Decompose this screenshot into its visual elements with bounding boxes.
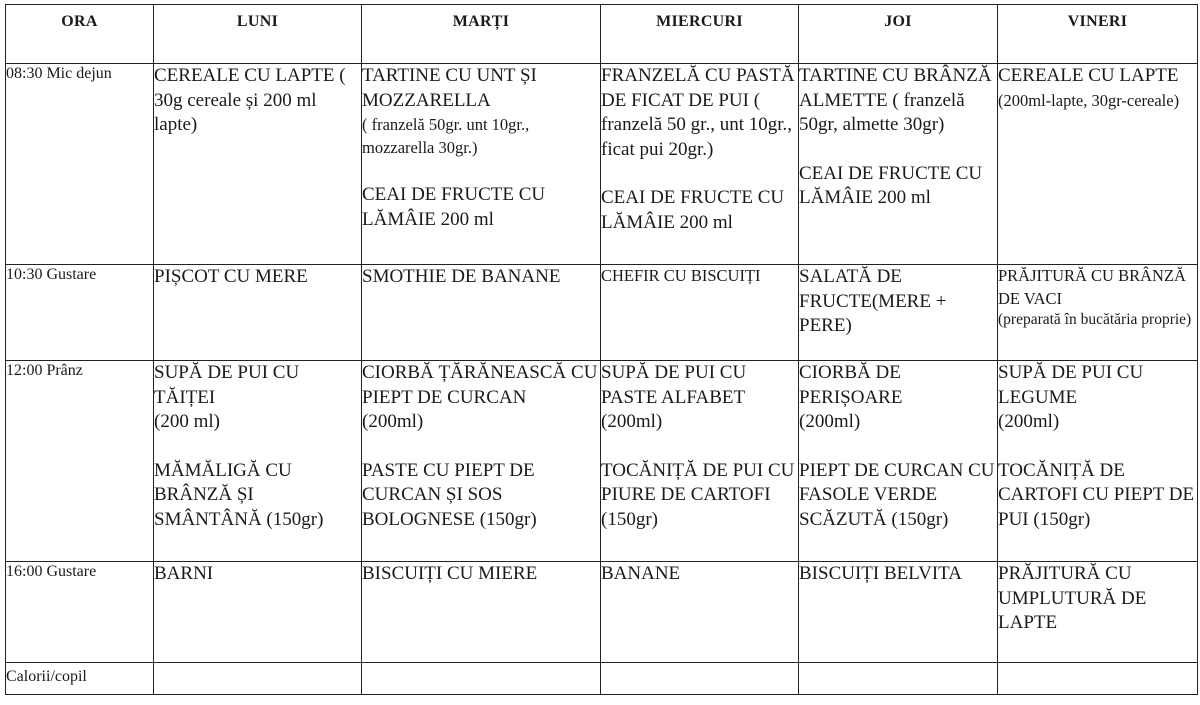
menu-line: PIȘCOT CU MERE [154,266,308,287]
menu-cell [799,562,998,663]
menu-cell [799,265,998,361]
menu-line: SUPĂ DE PUI CU LEGUME [998,362,1144,408]
menu-cell [154,562,362,663]
menu-cell [601,64,799,265]
time-cell [6,265,154,361]
menu-cell [799,361,998,562]
menu-line: CEREALE CU LAPTE [998,65,1179,86]
menu-line: CEAI DE FRUCTE CU LĂMÂIE 200 ml [799,162,983,208]
menu-cell [362,265,601,361]
meal-plan-table [5,4,1198,695]
time-cell [6,562,154,663]
table-row [6,562,1198,663]
menu-cell [362,562,601,663]
meal-name: Mic dejun [46,65,112,82]
table-row [6,265,1198,361]
time-value: 12:00 [6,362,43,379]
time-value: 16:00 [6,563,43,580]
menu-line: FRANZELĂ CU PASTĂ DE FICAT DE PUI ( franzelă 50 gr., unt 10gr., ficat pui 20gr.) [601,65,795,160]
menu-line: (200ml) [362,411,424,432]
header-ora: ORA [6,5,154,64]
menu-line: SALATĂ DE FRUCTE(MERE + PERE) [799,266,947,336]
menu-cell [998,361,1198,562]
header-vineri: VINERI [998,5,1198,64]
header-row [6,5,1198,64]
menu-cell [154,361,362,562]
menu-cell [998,562,1198,663]
meal-name: Gustare [46,266,97,283]
time-cell [6,361,154,562]
menu-line: BISCUIȚI CU MIERE [362,563,538,584]
menu-line: (preparată în bucătăria proprie) [998,311,1192,328]
calories-label: Calorii/copil [6,663,154,695]
menu-line: (200ml) [601,411,663,432]
menu-line: PIEPT DE CURCAN CU FASOLE VERDE SCĂZUTĂ (150gr) [799,459,995,530]
menu-line: TARTINE CU BRÂNZĂ ALMETTE ( franzelă 50gr, almette 30gr) [799,65,992,135]
menu-line: CEREALE CU LAPTE ( 30g cereale și 200 ml lapte) [154,65,346,135]
menu-line: (200ml) [799,411,861,432]
menu-cell [154,265,362,361]
menu-cell [154,64,362,265]
menu-line: TARTINE CU UNT ȘI MOZZARELLA [362,65,537,111]
menu-line: TOCĂNIȚĂ DE CARTOFI CU PIEPT DE PUI (150gr) [998,459,1195,530]
time-value: 08:30 [6,65,43,82]
table-row [6,663,1198,695]
menu-cell [601,562,799,663]
menu-line: (200ml) [998,411,1060,432]
calories-cell [154,663,362,695]
menu-line: CIORBĂ DE PERIȘOARE [799,362,903,408]
menu-cell [799,64,998,265]
menu-cell [998,64,1198,265]
header-luni: LUNI [154,5,362,64]
menu-cell [998,265,1198,361]
menu-line: CIORBĂ ȚĂRĂNEASCĂ CU PIEPT DE CURCAN [362,362,598,408]
meal-name: Prânz [46,362,83,379]
calories-cell [998,663,1198,695]
menu-line: MĂMĂLIGĂ CU BRÂNZĂ ȘI SMÂNTÂNĂ (150gr) [154,459,324,530]
menu-cell [601,265,799,361]
time-value: 10:30 [6,266,43,283]
header-miercuri: MIERCURI [601,5,799,64]
menu-line: (200 ml) [154,411,220,432]
calories-cell [362,663,601,695]
menu-line: SUPĂ DE PUI CU PASTE ALFABET [601,362,747,408]
menu-line: TOCĂNIȚĂ DE PUI CU PIURE DE CARTOFI (150gr) [601,459,795,530]
menu-line: SMOTHIE DE BANANE [362,266,561,287]
table-row [6,64,1198,265]
menu-line: PASTE CU PIEPT DE CURCAN ȘI SOS BOLOGNESE (150gr) [362,459,537,530]
menu-line: CEAI DE FRUCTE CU LĂMÂIE 200 ml [601,187,785,233]
menu-cell [601,361,799,562]
header-marti: MARȚI [362,5,601,64]
menu-line: BISCUIȚI BELVITA [799,563,962,584]
menu-line: PRĂJITURĂ CU BRÂNZĂ DE VACI [998,266,1186,308]
menu-line: PRĂJITURĂ CU UMPLUTURĂ DE LAPTE [998,563,1147,633]
menu-cell [362,361,601,562]
header-joi: JOI [799,5,998,64]
calories-cell [601,663,799,695]
menu-line: CHEFIR CU BISCUIȚI [601,266,761,285]
time-cell [6,64,154,265]
menu-line: BANANE [601,563,681,584]
calories-cell [799,663,998,695]
table-row [6,361,1198,562]
menu-line: (200ml-lapte, 30gr-cereale) [998,90,1180,110]
menu-line: CEAI DE FRUCTE CU LĂMÂIE 200 ml [362,184,546,230]
menu-cell [362,64,601,265]
meal-name: Gustare [46,563,97,580]
menu-line: SUPĂ DE PUI CU TĂIȚEI [154,362,300,408]
menu-line: BARNI [154,563,214,584]
menu-line: ( franzelă 50gr. unt 10gr., mozzarella 30gr.) [362,115,530,157]
